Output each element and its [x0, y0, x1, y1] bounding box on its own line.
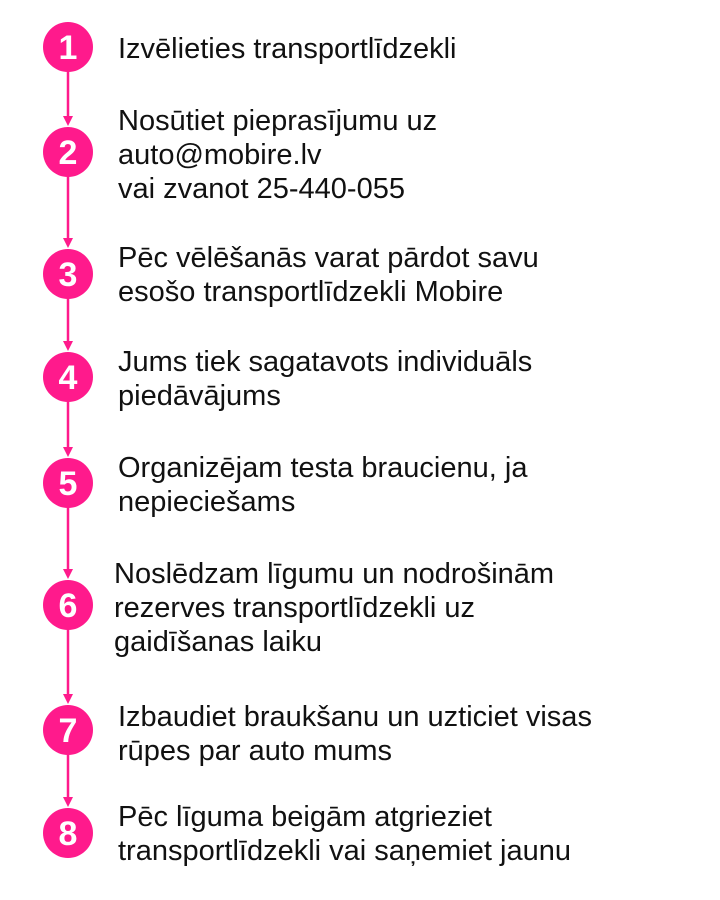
step-text-line: piedāvājums	[118, 380, 281, 412]
step-text-line: transportlīdzekli vai saņemiet jaunu	[118, 835, 571, 867]
step-text-8	[118, 800, 571, 868]
step-badge-1	[43, 22, 93, 72]
step-number: 4	[58, 359, 78, 397]
step-text-line: nepieciešams	[118, 486, 296, 518]
step-text-line: Pēc līguma beigām atgrieziet	[118, 801, 492, 833]
step-text-1	[118, 32, 456, 66]
step-badge-5	[43, 458, 93, 508]
step-number: 2	[58, 134, 78, 172]
step-badge-6	[43, 580, 93, 630]
step-text-line: Izbaudiet braukšanu un uzticiet visas	[118, 701, 592, 733]
step-text-line: Izvēlieties transportlīdzekli	[118, 33, 457, 65]
step-badge-3	[43, 249, 93, 299]
step-text-line: rezerves transportlīdzekli uz	[114, 592, 476, 624]
step-badge-8	[43, 808, 93, 858]
step-badge-2	[43, 127, 93, 177]
step-text-3	[118, 241, 539, 309]
step-text-line: esošo transportlīdzekli Mobire	[118, 276, 504, 308]
step-text-line: Jums tiek sagatavots individuāls	[118, 346, 533, 378]
step-badge-4	[43, 352, 93, 402]
step-number: 1	[58, 29, 78, 67]
step-text-4	[118, 345, 532, 413]
step-number: 6	[58, 587, 78, 625]
step-number: 5	[58, 465, 78, 503]
step-text-line: Pēc vēlēšanās varat pārdot savu	[118, 242, 539, 274]
step-text-6	[114, 557, 554, 659]
step-text-line: auto@mobire.lv	[118, 139, 322, 171]
step-text-line: gaidīšanas laiku	[114, 626, 322, 658]
step-text-2	[118, 104, 437, 206]
step-text-line: Organizējam testa braucienu, ja	[118, 452, 528, 484]
step-badge-7	[43, 705, 93, 755]
step-number: 3	[58, 256, 78, 294]
step-text-line: rūpes par auto mums	[118, 735, 393, 767]
step-text-line: Nosūtiet pieprasījumu uz	[118, 105, 438, 137]
step-text-7	[118, 700, 592, 768]
step-text-line: Noslēdzam līgumu un nodrošinām	[114, 558, 555, 590]
step-text-5	[118, 451, 527, 519]
step-number: 7	[58, 712, 78, 750]
step-number: 8	[58, 815, 78, 853]
step-text-line: vai zvanot 25-440-055	[118, 173, 405, 205]
